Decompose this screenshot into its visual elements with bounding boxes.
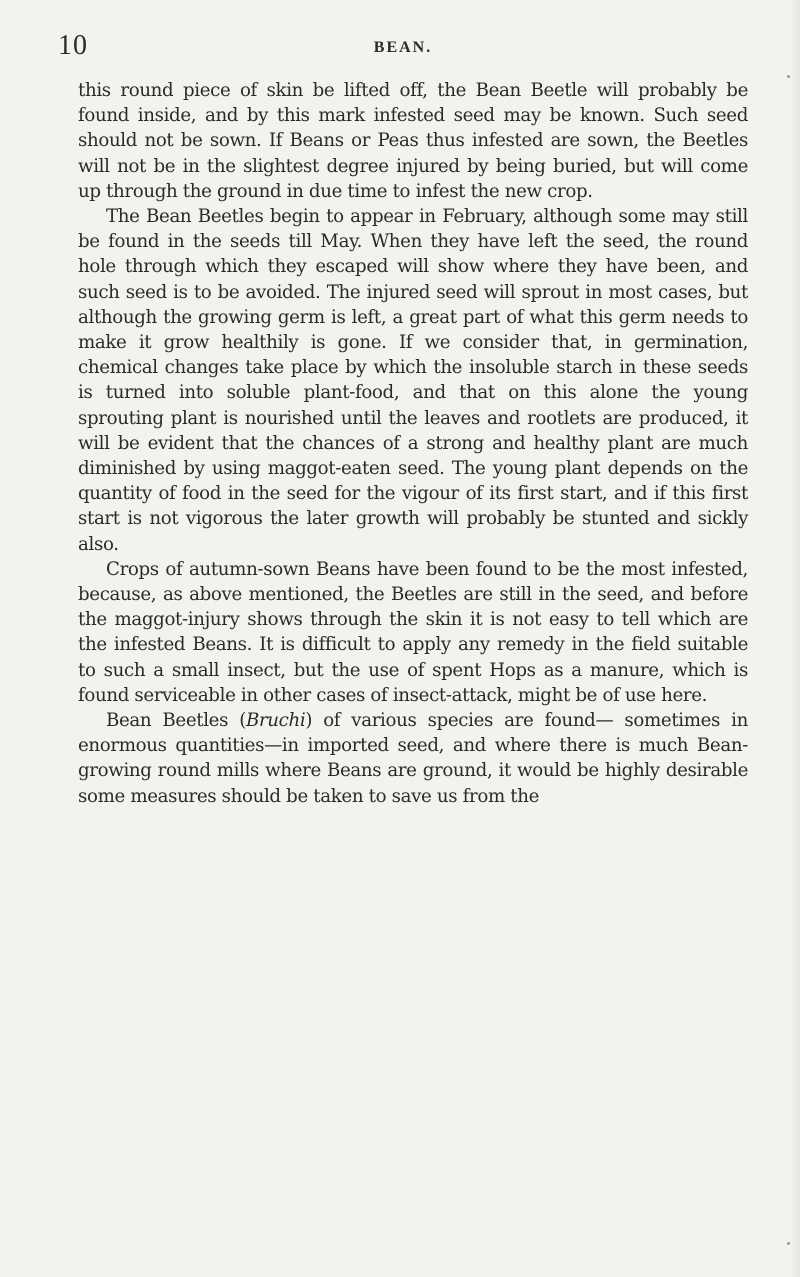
body-text xyxy=(78,78,748,809)
running-head: BEAN. xyxy=(373,39,433,56)
paragraph-2: The Bean Beetles begin to appear in February, although some may still be found in the seeds till May. When they have left the seed, the round hole through which they escaped will show where they have been, and such seed is to be avoided. The injured seed will sprout in most cases, but although the growing germ is left, a great part of what this germ needs to make it grow healthily is gone. If we consider that, in germination, chemical changes take place by which the insoluble starch in these seeds is turned into soluble plant-food, and that on this alone the young sprouting plant is nourished until the leaves and rootlets are produced, it will be evident that the chances of a strong and healthy plant are much diminished by using maggot-eaten seed. The young plant depends on the quantity of food in the seed for the vigour of its first start, and if this first start is not vigorous the later growth will probably be stunted and sickly also. xyxy=(78,206,748,555)
paragraph-3: Crops of autumn-sown Beans have been found to be the most infested, because, as above mentioned, the Beetles are still in the seed, and before the maggot-injury shows through the skin it is not easy to tell which are the infested Beans. It is difficult to apply any remedy in the field suitable to such a small insect, but the use of spent Hops as a manure, which is found serviceable in other cases of insect-attack, might be of use here. xyxy=(78,558,748,706)
paragraph-1: this round piece of skin be lifted off, the Bean Beetle will probably be found inside, and by this mark infested seed may be known. Such seed should not be sown. If Beans or Peas thus infested are sown, the Beetles will not be in the slightest degree injured by being buried, but will come up through the ground in due time to infest the new crop. xyxy=(78,80,748,202)
page-header xyxy=(58,32,748,72)
edge-speck xyxy=(787,1242,790,1245)
edge-speck xyxy=(787,75,790,78)
page-number: 10 xyxy=(58,30,88,61)
italic-genus-name: Bruchi xyxy=(245,710,306,732)
paragraph-4-rest: ) of various species are found— sometimes in enormous quantities—in imported seed, and where there is much Bean-growing round mills where Beans are ground, it would be highly desirable some measures should be taken to save us from the xyxy=(78,710,748,807)
paragraph-4-start: Bean Beetles ( xyxy=(106,710,246,732)
paragraph-4 xyxy=(78,708,748,809)
page-edge-shadow xyxy=(790,0,800,1277)
